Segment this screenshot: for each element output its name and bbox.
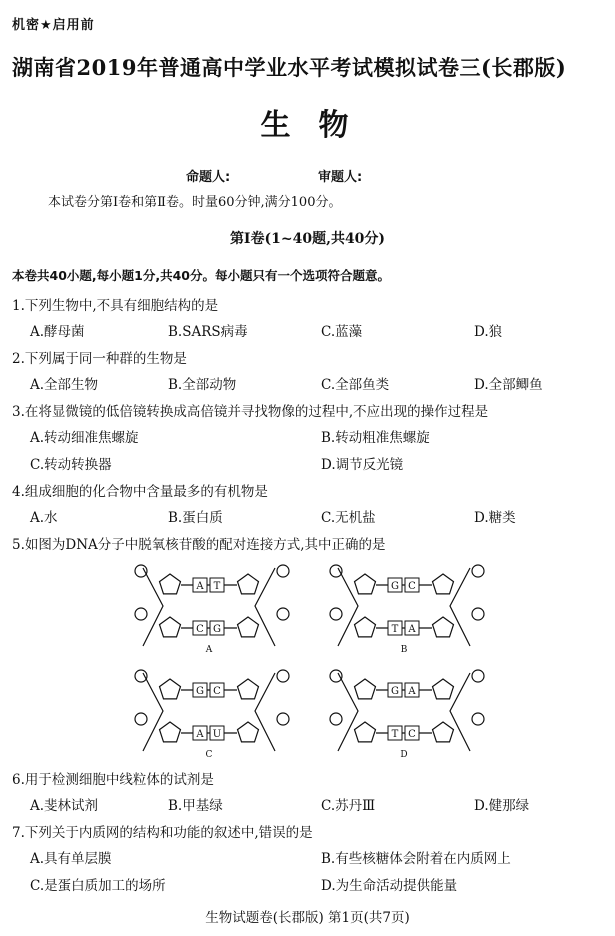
panel-label: C — [205, 750, 213, 760]
panel-label: D — [400, 750, 408, 760]
dna-panel-a — [135, 565, 289, 655]
phosphate-right — [472, 565, 484, 577]
exam-title: 湖南省2019年普通高中学业水平考试模拟试卷三(长郡版) — [12, 55, 567, 80]
base-letter: G — [213, 624, 221, 635]
author-label: 命题人: — [186, 170, 231, 185]
question-6-option-b: B.甲基绿 — [168, 798, 223, 814]
sugar-left — [355, 679, 376, 699]
base-letter: A — [408, 624, 416, 635]
question-2-option-c: C.全部鱼类 — [321, 377, 390, 393]
base-letter: C — [196, 624, 204, 635]
reviewer-label: 审题人: — [318, 170, 363, 185]
base-letter: C — [408, 729, 416, 740]
base-letter: C — [213, 686, 221, 697]
question-3-option-d: D.调节反光镜 — [321, 457, 404, 473]
backbone-left — [143, 673, 163, 751]
question-7-option-d: D.为生命活动提供能量 — [321, 878, 458, 894]
question-4-option-a: A.水 — [30, 510, 58, 526]
dna-panel-b — [330, 565, 484, 655]
sugar-right — [238, 679, 259, 699]
panel-label: B — [400, 645, 408, 655]
base-letter: T — [391, 729, 399, 740]
dna-panel-c — [135, 670, 289, 760]
part1-instruction: 本卷共40小题,每小题1分,共40分。每小题只有一个选项符合题意。 — [12, 268, 390, 283]
base-letter: A — [196, 729, 204, 740]
question-2-option-d: D.全部鲫鱼 — [474, 377, 543, 393]
question-1-stem: 1.下列生物中,不具有细胞结构的是 — [12, 298, 219, 314]
question-4-option-d: D.糖类 — [474, 510, 516, 526]
sugar-left — [160, 679, 181, 699]
subject-title: 生物 — [260, 108, 377, 143]
question-4-option-b: B.蛋白质 — [168, 510, 223, 526]
phosphate-left — [330, 713, 342, 725]
phosphate-right — [472, 713, 484, 725]
question-2-stem: 2.下列属于同一种群的生物是 — [12, 351, 187, 367]
backbone-left — [338, 568, 358, 646]
sugar-right — [433, 722, 454, 742]
page-footer: 生物试题卷(长郡版) 第1页(共7页) — [205, 910, 410, 926]
question-6-option-c: C.苏丹Ⅲ — [321, 798, 376, 814]
phosphate-right — [277, 608, 289, 620]
sugar-right — [433, 574, 454, 594]
sugar-right — [433, 617, 454, 637]
question-1-option-b: B.SARS病毒 — [168, 324, 248, 340]
sugar-left — [355, 617, 376, 637]
question-5-stem: 5.如图为DNA分子中脱氧核苷酸的配对连接方式,其中正确的是 — [12, 537, 386, 553]
sugar-right — [433, 679, 454, 699]
question-3-option-b: B.转动粗准焦螺旋 — [321, 430, 430, 446]
sugar-right — [238, 617, 259, 637]
question-4-stem: 4.组成细胞的化合物中含量最多的有机物是 — [12, 484, 268, 500]
phosphate-right — [277, 670, 289, 682]
question-1-option-d: D.狼 — [474, 324, 503, 340]
dna-pairing-figure — [0, 550, 615, 765]
exam-intro: 本试卷分第Ⅰ卷和第Ⅱ卷。时量60分钟,满分100分。 — [48, 195, 342, 210]
question-7-option-b: B.有些核糖体会附着在内质网上 — [321, 851, 511, 867]
question-7-option-c: C.是蛋白质加工的场所 — [30, 878, 166, 894]
phosphate-right — [472, 670, 484, 682]
sugar-left — [160, 617, 181, 637]
backbone-right — [255, 673, 275, 751]
sugar-right — [238, 722, 259, 742]
sugar-left — [355, 722, 376, 742]
question-6-option-d: D.健那绿 — [474, 798, 530, 814]
question-2-option-a: A.全部生物 — [30, 377, 99, 393]
dna-panel-d — [330, 670, 484, 760]
phosphate-right — [277, 565, 289, 577]
base-letter: A — [408, 686, 416, 697]
backbone-right — [450, 568, 470, 646]
base-letter: A — [196, 581, 204, 592]
question-3-option-a: A.转动细准焦螺旋 — [30, 430, 139, 446]
question-4-option-c: C.无机盐 — [321, 510, 376, 526]
base-letter: G — [391, 686, 399, 697]
question-6-stem: 6.用于检测细胞中线粒体的试剂是 — [12, 772, 214, 788]
backbone-right — [450, 673, 470, 751]
sugar-left — [160, 574, 181, 594]
base-letter: T — [213, 581, 221, 592]
panel-label: A — [205, 645, 213, 655]
base-letter: U — [212, 729, 222, 740]
phosphate-left — [135, 713, 147, 725]
phosphate-left — [135, 608, 147, 620]
backbone-right — [255, 568, 275, 646]
phosphate-right — [472, 608, 484, 620]
question-6-option-a: A.斐林试剂 — [30, 798, 99, 814]
sugar-left — [355, 574, 376, 594]
phosphate-left — [330, 608, 342, 620]
secret-label: 机密★启用前 — [12, 18, 95, 33]
base-letter: G — [196, 686, 204, 697]
base-letter: T — [391, 624, 399, 635]
question-7-stem: 7.下列关于内质网的结构和功能的叙述中,错误的是 — [12, 825, 313, 841]
question-3-option-c: C.转动转换器 — [30, 457, 112, 473]
base-letter: G — [391, 581, 399, 592]
sugar-right — [238, 574, 259, 594]
question-1-option-c: C.蓝藻 — [321, 324, 363, 340]
base-letter: C — [408, 581, 416, 592]
question-1-option-a: A.酵母菌 — [30, 324, 85, 340]
question-7-option-a: A.具有单层膜 — [30, 851, 112, 867]
phosphate-right — [277, 713, 289, 725]
part1-title: 第Ⅰ卷(1~40题,共40分) — [229, 231, 386, 247]
sugar-left — [160, 722, 181, 742]
question-2-option-b: B.全部动物 — [168, 377, 237, 393]
question-3-stem: 3.在将显微镜的低倍镜转换成高倍镜并寻找物像的过程中,不应出现的操作过程是 — [12, 404, 489, 420]
backbone-left — [143, 568, 163, 646]
backbone-left — [338, 673, 358, 751]
